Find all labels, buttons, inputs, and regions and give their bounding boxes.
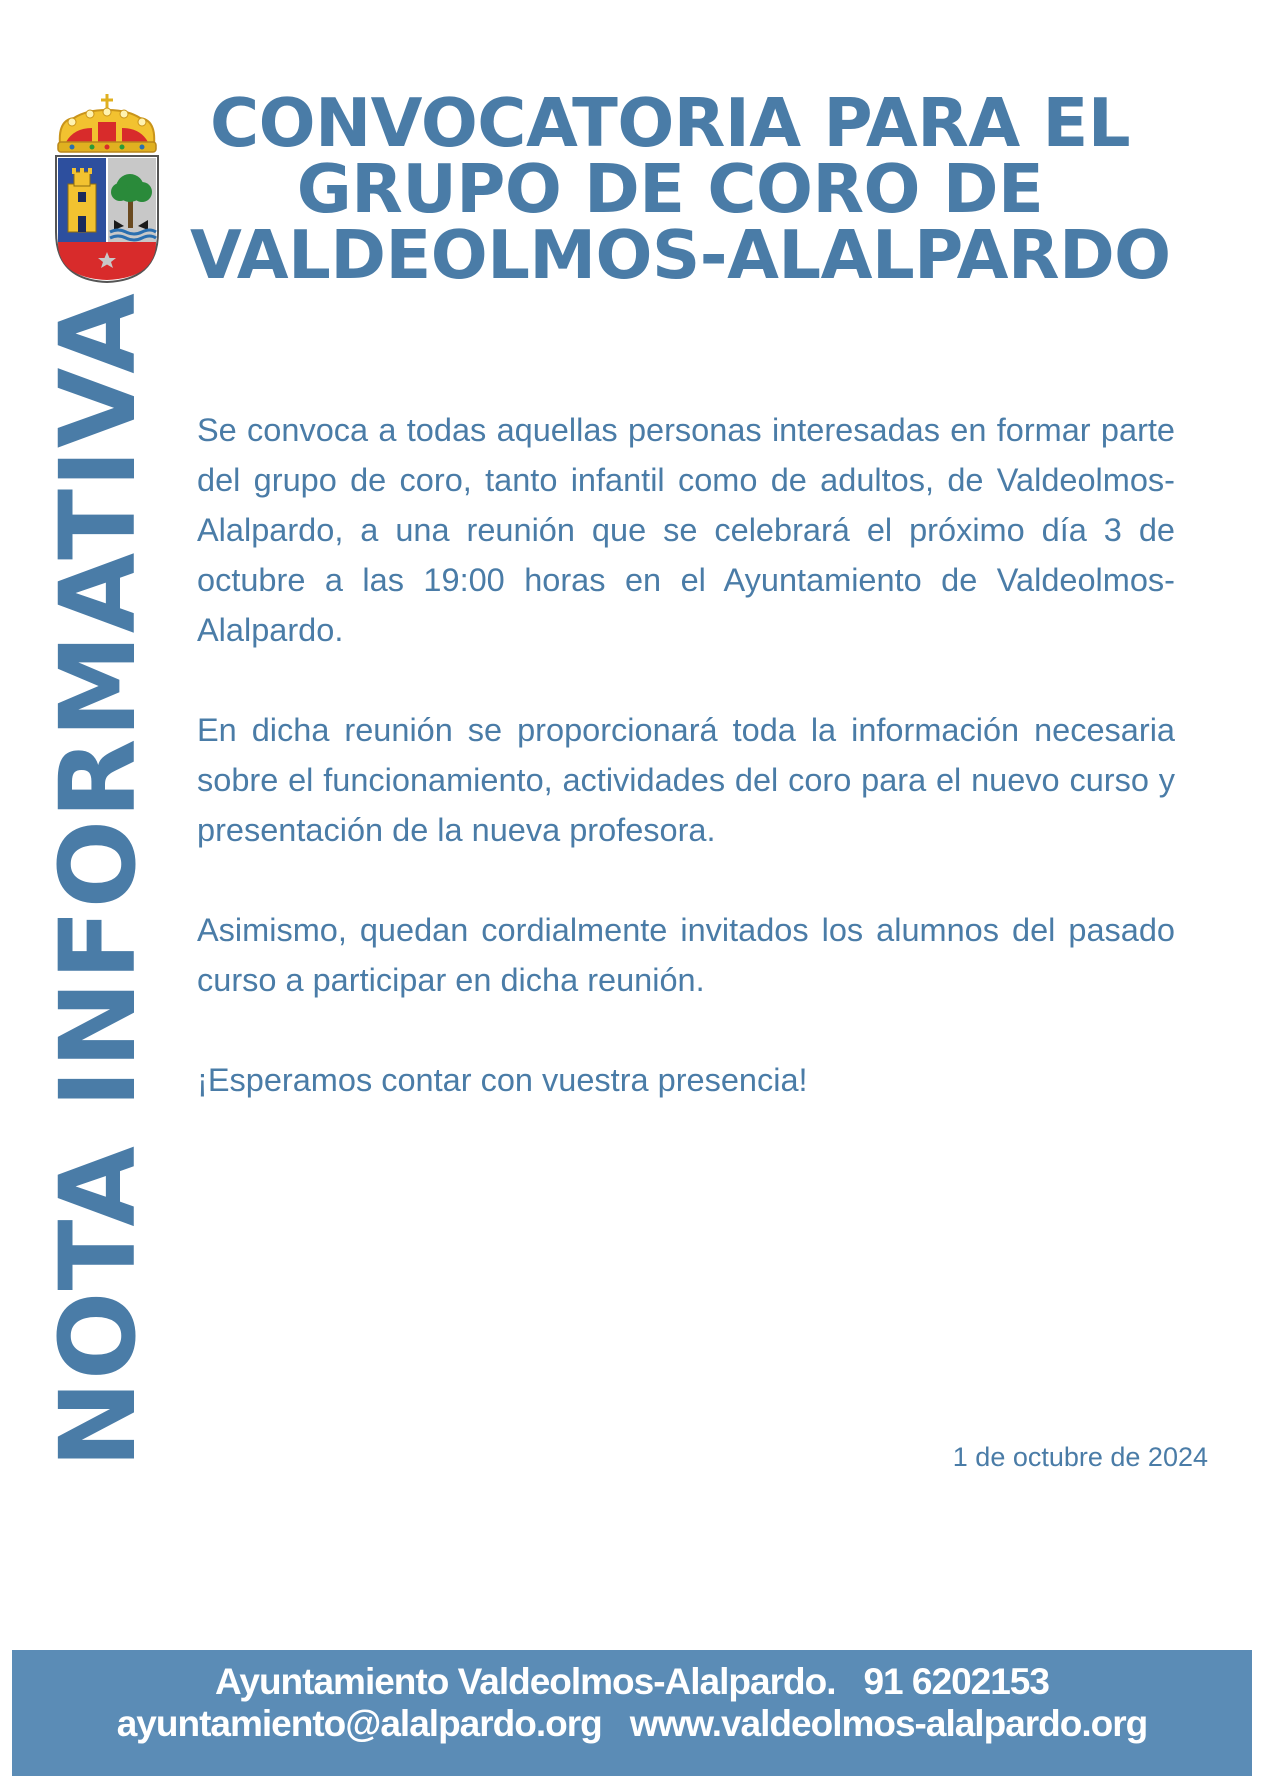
- footer-org-name: Ayuntamiento Valdeolmos-Alalpardo.: [215, 1661, 836, 1702]
- title-line: GRUPO DE CORO DE: [296, 150, 1044, 228]
- side-label-nota-informativa: NOTA INFORMATIVA: [37, 292, 159, 1468]
- notice-body: [197, 405, 1175, 1105]
- title-line: CONVOCATORIA PARA EL: [209, 84, 1131, 162]
- coat-of-arms-icon: [52, 92, 162, 284]
- footer-bar: [12, 1650, 1252, 1776]
- page-title: [190, 84, 1171, 294]
- body-paragraph: Se convoca a todas aquellas personas interesadas en formar parte del grupo de coro, tanto infantil como de adultos, de Valdeolmos-Alalpardo, a una reunión que se celebrará el próximo día 3 de octubre a las 19:00 horas en el Ayuntamiento de Valdeolmos-Alalpardo.: [197, 412, 1175, 648]
- crown-icon: [58, 94, 156, 152]
- footer-line-1: [12, 1660, 1252, 1704]
- title-line: VALDEOLMOS-ALALPARDO: [190, 216, 1171, 294]
- closing-line: ¡Esperamos contar con vuestra presencia!: [197, 1062, 808, 1098]
- body-paragraph: En dicha reunión se proporcionará toda la información necesaria sobre el funcionamiento, actividades del coro para el nuevo curso y presentación de la nueva profesora.: [197, 712, 1175, 848]
- footer-line-2: [12, 1702, 1252, 1746]
- footer-website-link[interactable]: www.valdeolmos-alalpardo.org: [629, 1703, 1148, 1744]
- footer-email-link[interactable]: ayuntamiento@alalpardo.org: [116, 1703, 602, 1744]
- footer-phone[interactable]: 91 6202153: [863, 1661, 1049, 1702]
- notice-date: 1 de octubre de 2024: [952, 1442, 1208, 1472]
- body-paragraph: Asimismo, quedan cordialmente invitados los alumnos del pasado curso a participar en dicha reunión.: [197, 912, 1175, 998]
- shield-icon: [56, 156, 158, 282]
